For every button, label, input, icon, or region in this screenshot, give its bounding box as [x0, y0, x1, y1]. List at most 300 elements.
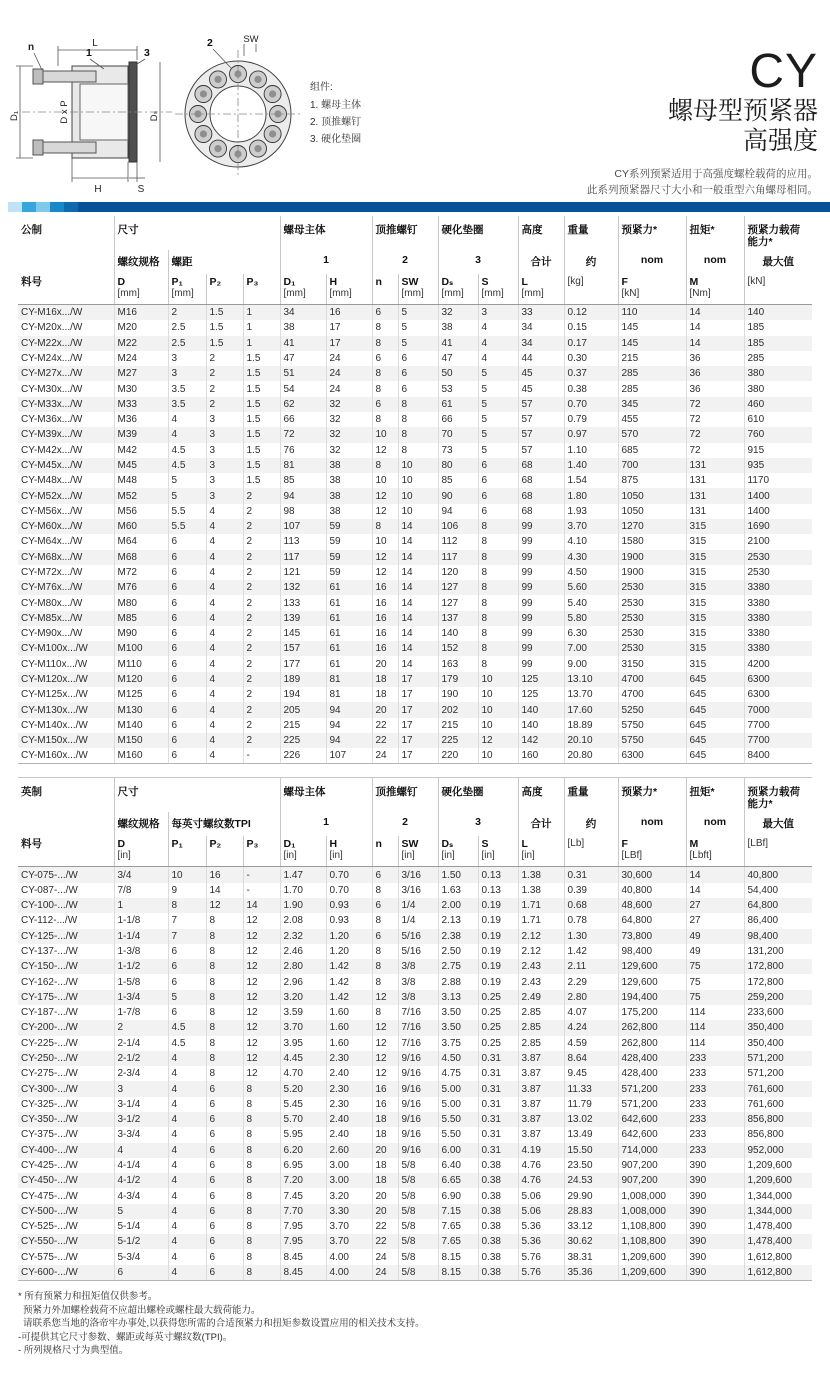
jackbolt-top-shaft: [42, 71, 96, 82]
cell: 8: [398, 412, 438, 427]
cell: 8: [478, 550, 518, 565]
cell: 315: [686, 611, 744, 626]
cell: CY-M85x.../W: [21, 612, 83, 624]
cell: 12: [243, 959, 280, 974]
cell: 17: [326, 320, 372, 335]
cell: 125: [518, 687, 564, 702]
cell: 907,200: [618, 1173, 686, 1188]
cell: 99: [518, 656, 564, 671]
cell: 7.00: [564, 641, 618, 656]
column-header: [kN]: [744, 274, 812, 305]
cell: 8: [243, 1219, 280, 1234]
cell: 8: [478, 641, 518, 656]
cell: CY-137-.../W: [21, 946, 78, 958]
cell: 8: [243, 1173, 280, 1188]
cell: 3380: [744, 641, 812, 656]
cell: 262,800: [618, 1036, 686, 1051]
cell: 12: [243, 944, 280, 959]
cell: 16: [372, 595, 398, 610]
cell: 6: [206, 1204, 243, 1219]
cell: 17: [398, 687, 438, 702]
cell: 1: [243, 305, 280, 321]
cell: 1,612,800: [744, 1265, 812, 1281]
cell: 38: [326, 458, 372, 473]
cell: 163: [438, 656, 478, 671]
cell: CY-M27x.../W: [21, 368, 83, 380]
legend-item-2: 2. 顶推螺钉: [310, 117, 362, 128]
cell: 1/4: [398, 913, 438, 928]
cell: 121: [280, 565, 326, 580]
cell: 5: [398, 305, 438, 321]
cell: 2.85: [518, 1005, 564, 1020]
cell: 645: [686, 748, 744, 764]
group-header: 预紧力载荷能力*: [744, 778, 812, 813]
cell: 41: [280, 336, 326, 351]
cell: 233: [686, 1143, 744, 1158]
cell: 61: [326, 580, 372, 595]
table-row: [18, 1081, 812, 1096]
cell: 8.45: [280, 1249, 326, 1264]
cell: 17: [398, 672, 438, 687]
cell: 12: [372, 565, 398, 580]
cell: 7.70: [280, 1204, 326, 1219]
cell: 10: [372, 534, 398, 549]
cell: 5: [168, 473, 206, 488]
cell: 6: [168, 580, 206, 595]
cell: 7000: [744, 702, 812, 717]
cell: CY-M100x.../W: [21, 643, 88, 655]
cell: 571,200: [744, 1066, 812, 1081]
cell: 50: [438, 366, 478, 381]
cell: 5/8: [398, 1249, 438, 1264]
tables-gap: [0, 764, 830, 777]
cell: 0.31: [478, 1081, 518, 1096]
cell: 4: [478, 320, 518, 335]
cell: 22: [372, 1219, 398, 1234]
cell: 5/8: [398, 1158, 438, 1173]
cell: 3-3/4: [114, 1127, 168, 1142]
cell: 7/16: [398, 1036, 438, 1051]
dim-label-s: S: [137, 184, 145, 195]
cell: 0.25: [478, 990, 518, 1005]
cell: 140: [518, 718, 564, 733]
cell: 27: [686, 898, 744, 913]
cell: 1.5: [243, 412, 280, 427]
column-header: Dₛ [mm]: [438, 274, 478, 305]
sub-header: 1: [280, 812, 372, 836]
cell: 14: [686, 320, 744, 335]
cell: 2.75: [438, 959, 478, 974]
product-title: 螺母型预紧器: [667, 97, 818, 125]
cell: 7: [168, 929, 206, 944]
cell: 2: [243, 504, 280, 519]
cell: 8: [206, 1005, 243, 1020]
cell: 12: [243, 1051, 280, 1066]
cell: 36: [686, 351, 744, 366]
cell: 12: [243, 1020, 280, 1035]
cell: -: [243, 867, 280, 883]
cell: 12: [372, 1051, 398, 1066]
table-row: [18, 867, 812, 883]
cell: 4: [206, 718, 243, 733]
cell: CY-125-.../W: [21, 930, 78, 942]
cell: 99: [518, 595, 564, 610]
cell: 8: [372, 519, 398, 534]
cell: 16: [372, 611, 398, 626]
cell: 6: [372, 898, 398, 913]
cell: 8: [206, 929, 243, 944]
cell: 2.96: [280, 974, 326, 989]
cell: 4: [114, 1143, 168, 1158]
cell: 1-1/8: [114, 913, 168, 928]
table-row: [18, 458, 812, 473]
column-header: F [kN]: [618, 274, 686, 305]
cell: 8: [478, 595, 518, 610]
cell: 12: [372, 443, 398, 458]
cell: 137: [438, 611, 478, 626]
cell: 11.79: [564, 1097, 618, 1112]
cell: 3.5: [168, 381, 206, 396]
cell: 12: [243, 1005, 280, 1020]
cell: 12: [372, 1066, 398, 1081]
cell: 5/8: [398, 1188, 438, 1203]
cell: 20.80: [564, 748, 618, 764]
cell: 107: [326, 748, 372, 764]
cell: 6: [168, 534, 206, 549]
cell: M36: [114, 412, 168, 427]
cell: 6.20: [280, 1143, 326, 1158]
cell: 2: [206, 381, 243, 396]
cell: CY-325-.../W: [21, 1098, 78, 1110]
cell: 1170: [744, 473, 812, 488]
cell: 2: [243, 488, 280, 503]
cell: 57: [518, 412, 564, 427]
cell: 6: [206, 1234, 243, 1249]
cell: M20: [114, 320, 168, 335]
table-row: [18, 397, 812, 412]
cell: 6.00: [438, 1143, 478, 1158]
cell: 1.71: [518, 898, 564, 913]
cell: 315: [686, 626, 744, 641]
cell: 2: [243, 595, 280, 610]
cell: 3: [206, 443, 243, 458]
cell: 390: [686, 1158, 744, 1173]
cell: 907,200: [618, 1158, 686, 1173]
cell: 2530: [618, 595, 686, 610]
sub-header: 螺纹规格: [114, 250, 168, 274]
cell: 17: [398, 733, 438, 748]
cell: 315: [686, 519, 744, 534]
sub-header: 每英寸螺纹数TPI: [168, 812, 280, 836]
cell: 175,200: [618, 1005, 686, 1020]
dim-label-dxp: D x P: [59, 100, 70, 124]
cell: 157: [280, 641, 326, 656]
dim-label-h: H: [94, 184, 102, 195]
cell: 10: [478, 672, 518, 687]
cell: 1,612,800: [744, 1249, 812, 1264]
cell: 1.42: [326, 990, 372, 1005]
cell: M33: [114, 397, 168, 412]
table-row: [18, 534, 812, 549]
cell: 6: [168, 565, 206, 580]
cell: 4: [168, 1234, 206, 1249]
cell: CY-500-.../W: [21, 1205, 78, 1217]
cell: 6.90: [438, 1188, 478, 1203]
cell: 2.40: [326, 1066, 372, 1081]
table-row: [18, 733, 812, 748]
cell: 2530: [744, 550, 812, 565]
cell: 5/16: [398, 944, 438, 959]
column-header: P₂: [206, 274, 243, 305]
cell: 233: [686, 1112, 744, 1127]
cell: 571,200: [618, 1081, 686, 1096]
table-row: [18, 626, 812, 641]
cell: 714,000: [618, 1143, 686, 1158]
cell: 12: [478, 733, 518, 748]
cell: 3.75: [438, 1036, 478, 1051]
cell: 1,478,400: [744, 1219, 812, 1234]
cell: 4: [206, 595, 243, 610]
cell: 4.07: [564, 1005, 618, 1020]
group-header: 扭矩*: [686, 778, 744, 813]
cell: 59: [326, 519, 372, 534]
column-header: M [Lbft]: [686, 836, 744, 867]
cell: 190: [438, 687, 478, 702]
cell: 8: [372, 1005, 398, 1020]
cell: 0.37: [564, 366, 618, 381]
table-row: [18, 320, 812, 335]
cell: 131: [686, 504, 744, 519]
sub-header: nom: [618, 812, 686, 836]
cell: 2.11: [564, 959, 618, 974]
cell: 3.5: [168, 397, 206, 412]
cell: 6: [168, 1005, 206, 1020]
cell: 5.80: [564, 611, 618, 626]
cell: 3: [168, 366, 206, 381]
sub-header: 最大值: [744, 250, 812, 274]
cell: 2.00: [438, 898, 478, 913]
cell: 3-1/4: [114, 1097, 168, 1112]
cell: CY-M52x.../W: [21, 490, 83, 502]
cell: 20: [372, 702, 398, 717]
cell: 129,600: [618, 974, 686, 989]
column-header: D [in]: [114, 836, 168, 867]
cell: 1900: [618, 550, 686, 565]
cell: 20: [372, 1204, 398, 1219]
page-header: [0, 0, 830, 202]
group-header: 扭矩*: [686, 216, 744, 250]
cell: 10: [478, 687, 518, 702]
cell: 49: [686, 944, 744, 959]
cell: 4: [168, 1143, 206, 1158]
cell: M27: [114, 366, 168, 381]
cell: 18.89: [564, 718, 618, 733]
cell: CY-112-.../W: [21, 915, 78, 927]
cell: 189: [280, 672, 326, 687]
cell: 1-3/4: [114, 990, 168, 1005]
cell: 0.30: [564, 351, 618, 366]
cell: 36: [686, 381, 744, 396]
cell: 17: [398, 718, 438, 733]
cell: 17: [398, 702, 438, 717]
cell: 5: [478, 397, 518, 412]
cell: 8: [372, 883, 398, 898]
cell: 6: [114, 1265, 168, 1281]
cell: 4: [206, 641, 243, 656]
cell: 215: [438, 718, 478, 733]
cell: 114: [686, 1036, 744, 1051]
cell: 6: [478, 504, 518, 519]
cell: 107: [280, 519, 326, 534]
cell: CY-M16x.../W: [21, 307, 83, 319]
group-header: 高度: [518, 216, 564, 250]
cell: 1.47: [280, 867, 326, 883]
cell: 1.5: [206, 336, 243, 351]
cell: 125: [518, 672, 564, 687]
cell: 4: [168, 1112, 206, 1127]
cell: CY-M30x.../W: [21, 383, 83, 395]
cell: 54: [280, 381, 326, 396]
cell: 4: [478, 336, 518, 351]
cell: 3.70: [326, 1219, 372, 1234]
cell: 0.31: [478, 1097, 518, 1112]
cell: 8.15: [438, 1265, 478, 1281]
cell: 4: [168, 1066, 206, 1081]
cell: 94: [280, 488, 326, 503]
cell: 2.49: [518, 990, 564, 1005]
cell: 645: [686, 687, 744, 702]
cell: CY-162-.../W: [21, 976, 78, 988]
cell: 1.71: [518, 913, 564, 928]
cell: 2.43: [518, 959, 564, 974]
cell: 14: [398, 550, 438, 565]
cell: 7700: [744, 718, 812, 733]
cell: 0.25: [478, 1020, 518, 1035]
cell: CY-M24x.../W: [21, 353, 83, 365]
cell: 6: [168, 672, 206, 687]
cell: 14: [686, 883, 744, 898]
cell: CY-M39x.../W: [21, 429, 83, 441]
cell: 0.25: [478, 1005, 518, 1020]
cell: 32: [326, 397, 372, 412]
cell: 59: [326, 550, 372, 565]
cell: 0.78: [564, 913, 618, 928]
cell: 1.42: [326, 959, 372, 974]
metric-table: [18, 216, 812, 764]
column-header: P₃: [243, 836, 280, 867]
cell: CY-075-.../W: [21, 869, 78, 881]
product-code: CY: [749, 45, 818, 98]
cell: 8: [372, 336, 398, 351]
cell: 1: [243, 336, 280, 351]
cell: 0.15: [564, 320, 618, 335]
cell: 315: [686, 656, 744, 671]
cell: 0.93: [326, 898, 372, 913]
cell: 4.50: [438, 1051, 478, 1066]
cell: 4.50: [564, 565, 618, 580]
cell: 132: [280, 580, 326, 595]
cell: 16: [372, 626, 398, 641]
cell: 1.42: [564, 944, 618, 959]
table-row: [18, 1143, 812, 1158]
cell: 1.5: [243, 427, 280, 442]
cell: 428,400: [618, 1066, 686, 1081]
cell: CY-M150x.../W: [21, 735, 88, 747]
cell: 0.70: [326, 883, 372, 898]
cell: 1400: [744, 504, 812, 519]
cell: 61: [438, 397, 478, 412]
cell: 12: [372, 488, 398, 503]
cell: 0.31: [478, 1112, 518, 1127]
cell: 6: [206, 1158, 243, 1173]
cell: 1.5: [243, 458, 280, 473]
cell: 4: [206, 550, 243, 565]
cell: 380: [744, 381, 812, 396]
sub-header: nom: [686, 250, 744, 274]
cell: 10: [478, 702, 518, 717]
cell: 2: [243, 718, 280, 733]
cell: 99: [518, 565, 564, 580]
cell: 1,209,600: [744, 1158, 812, 1173]
cell: 34: [280, 305, 326, 321]
cell: 2.88: [438, 974, 478, 989]
cell: 1900: [618, 565, 686, 580]
cell: 2.29: [564, 974, 618, 989]
cell: 4: [206, 626, 243, 641]
cell: 0.31: [478, 1143, 518, 1158]
cell: 99: [518, 580, 564, 595]
cell: CY-450-.../W: [21, 1175, 78, 1187]
cell: 20.10: [564, 733, 618, 748]
cell: CY-M33x.../W: [21, 398, 83, 410]
cell: M110: [114, 656, 168, 671]
cell: 2.12: [518, 929, 564, 944]
cell: 145: [280, 626, 326, 641]
cell: 99: [518, 534, 564, 549]
cell: 139: [280, 611, 326, 626]
cell: 0.19: [478, 929, 518, 944]
cell: 160: [518, 748, 564, 764]
cell: 6: [478, 458, 518, 473]
group-header: 预紧力载荷能力*: [744, 216, 812, 250]
product-subtitle: [587, 166, 818, 198]
cell: 3.87: [518, 1097, 564, 1112]
cell: 0.19: [478, 974, 518, 989]
cell: 6: [372, 397, 398, 412]
cell: 6: [206, 1173, 243, 1188]
cell: 0.38: [478, 1219, 518, 1234]
sub-header: 1: [280, 250, 372, 274]
cell: 315: [686, 595, 744, 610]
table-row: [18, 519, 812, 534]
cell: 131,200: [744, 944, 812, 959]
cell: 35.36: [564, 1265, 618, 1281]
cell: 8: [478, 580, 518, 595]
cell: 0.13: [478, 883, 518, 898]
cell: 24: [372, 748, 398, 764]
table-row: [18, 366, 812, 381]
cell: 3: [114, 1081, 168, 1096]
cell: 3.95: [280, 1036, 326, 1051]
cell: 5750: [618, 733, 686, 748]
cell: 5.76: [518, 1249, 564, 1264]
cell: 145: [618, 336, 686, 351]
cell: 856,800: [744, 1112, 812, 1127]
cell: 64,800: [618, 913, 686, 928]
cell: 33.12: [564, 1219, 618, 1234]
cell: 2.40: [326, 1112, 372, 1127]
cell: 6: [206, 1265, 243, 1281]
